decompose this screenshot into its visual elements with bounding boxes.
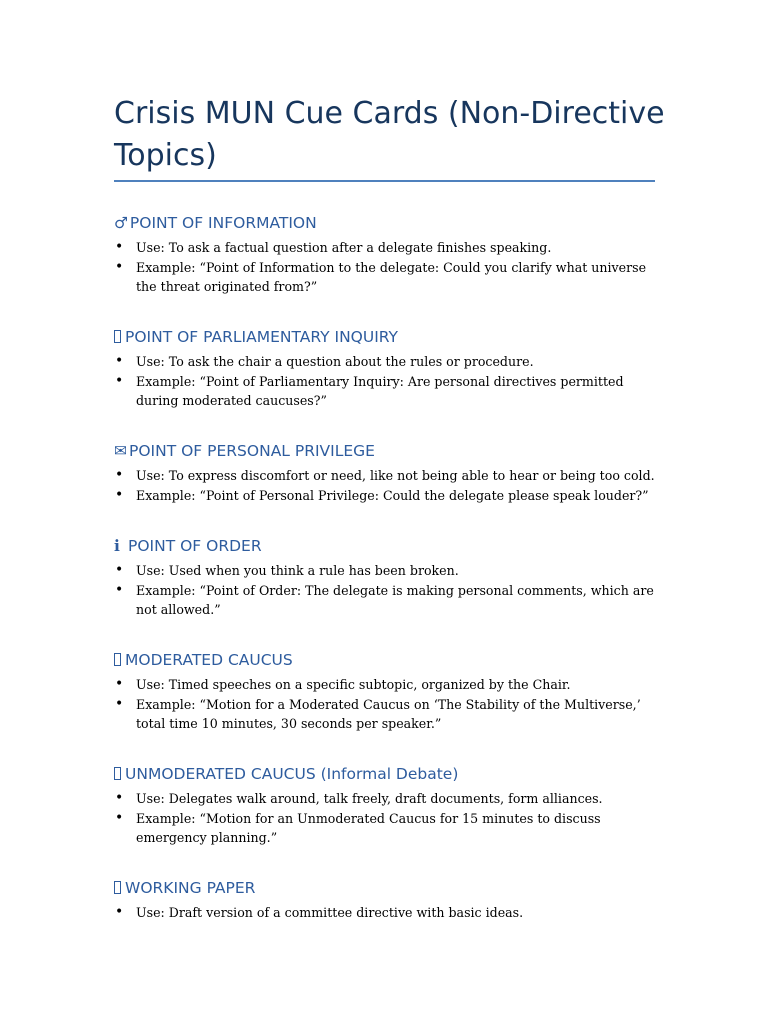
missing-glyph-icon bbox=[114, 767, 121, 780]
title-divider bbox=[114, 180, 655, 182]
section-heading bbox=[114, 212, 674, 234]
section-heading-text: POINT OF ORDER bbox=[128, 537, 262, 555]
section-point-of-personal-privilege bbox=[114, 440, 674, 505]
list-item: • Example: “Motion for a Moderated Caucus on ‘The Stability of the Multiverse,’ total time 10 minutes, 30 seconds per speaker.” bbox=[114, 695, 656, 734]
section-heading-text: WORKING PAPER bbox=[125, 879, 256, 897]
section-heading bbox=[114, 326, 674, 348]
section-moderated-caucus bbox=[114, 649, 674, 734]
male-sign-icon: ♂ bbox=[114, 214, 128, 232]
bullet-list bbox=[114, 466, 674, 505]
section-point-of-order bbox=[114, 535, 674, 620]
section-heading-text: POINT OF PARLIAMENTARY INQUIRY bbox=[125, 328, 399, 346]
bullet-list bbox=[114, 789, 674, 848]
section-heading-text: POINT OF INFORMATION bbox=[129, 214, 317, 232]
bullet-list bbox=[114, 561, 674, 620]
list-item: • Example: “Motion for an Unmoderated Caucus for 15 minutes to discuss emergency planning.” bbox=[114, 809, 656, 848]
section-heading-text: MODERATED CAUCUS bbox=[125, 651, 293, 669]
section-point-of-parliamentary-inquiry bbox=[114, 326, 674, 411]
bullet-list bbox=[114, 238, 674, 297]
section-heading bbox=[114, 535, 674, 557]
list-item: • Use: To ask a factual question after a delegate finishes speaking. bbox=[114, 238, 656, 258]
list-item: • Example: “Point of Parliamentary Inquiry: Are personal directives permitted during moderated caucuses?” bbox=[114, 372, 656, 411]
section-heading bbox=[114, 877, 674, 899]
document-title: Crisis MUN Cue Cards (Non-Directive Topics) bbox=[114, 96, 665, 173]
section-heading bbox=[114, 763, 674, 785]
bullet-list bbox=[114, 675, 674, 734]
envelope-icon: ✉ bbox=[114, 442, 127, 460]
list-item: • Use: Draft version of a committee directive with basic ideas. bbox=[114, 903, 656, 923]
bullet-list bbox=[114, 903, 674, 923]
list-item: • Use: To ask the chair a question about the rules or procedure. bbox=[114, 352, 656, 372]
list-item: • Use: Delegates walk around, talk freely, draft documents, form alliances. bbox=[114, 789, 656, 809]
list-item: • Example: “Point of Information to the delegate: Could you clarify what universe the threat originated from?” bbox=[114, 258, 656, 297]
section-point-of-information bbox=[114, 212, 674, 297]
list-item: • Use: Timed speeches on a specific subtopic, organized by the Chair. bbox=[114, 675, 656, 695]
section-heading-text: POINT OF PERSONAL PRIVILEGE bbox=[129, 442, 375, 460]
missing-glyph-icon bbox=[114, 881, 121, 894]
missing-glyph-icon bbox=[114, 653, 121, 666]
list-item: • Example: “Point of Order: The delegate is making personal comments, which are not allowed.” bbox=[114, 581, 656, 620]
list-item: • Use: To express discomfort or need, like not being able to hear or being too cold. bbox=[114, 466, 656, 486]
section-working-paper bbox=[114, 877, 674, 923]
missing-glyph-icon bbox=[114, 330, 121, 343]
list-item: • Use: Used when you think a rule has been broken. bbox=[114, 561, 656, 581]
section-heading bbox=[114, 649, 674, 671]
bullet-list bbox=[114, 352, 674, 411]
section-heading-text: UNMODERATED CAUCUS (Informal Debate) bbox=[125, 765, 459, 783]
section-heading bbox=[114, 440, 674, 462]
section-unmoderated-caucus bbox=[114, 763, 674, 848]
information-icon: ℹ bbox=[114, 537, 120, 555]
list-item: • Example: “Point of Personal Privilege: Could the delegate please speak louder?” bbox=[114, 486, 656, 506]
